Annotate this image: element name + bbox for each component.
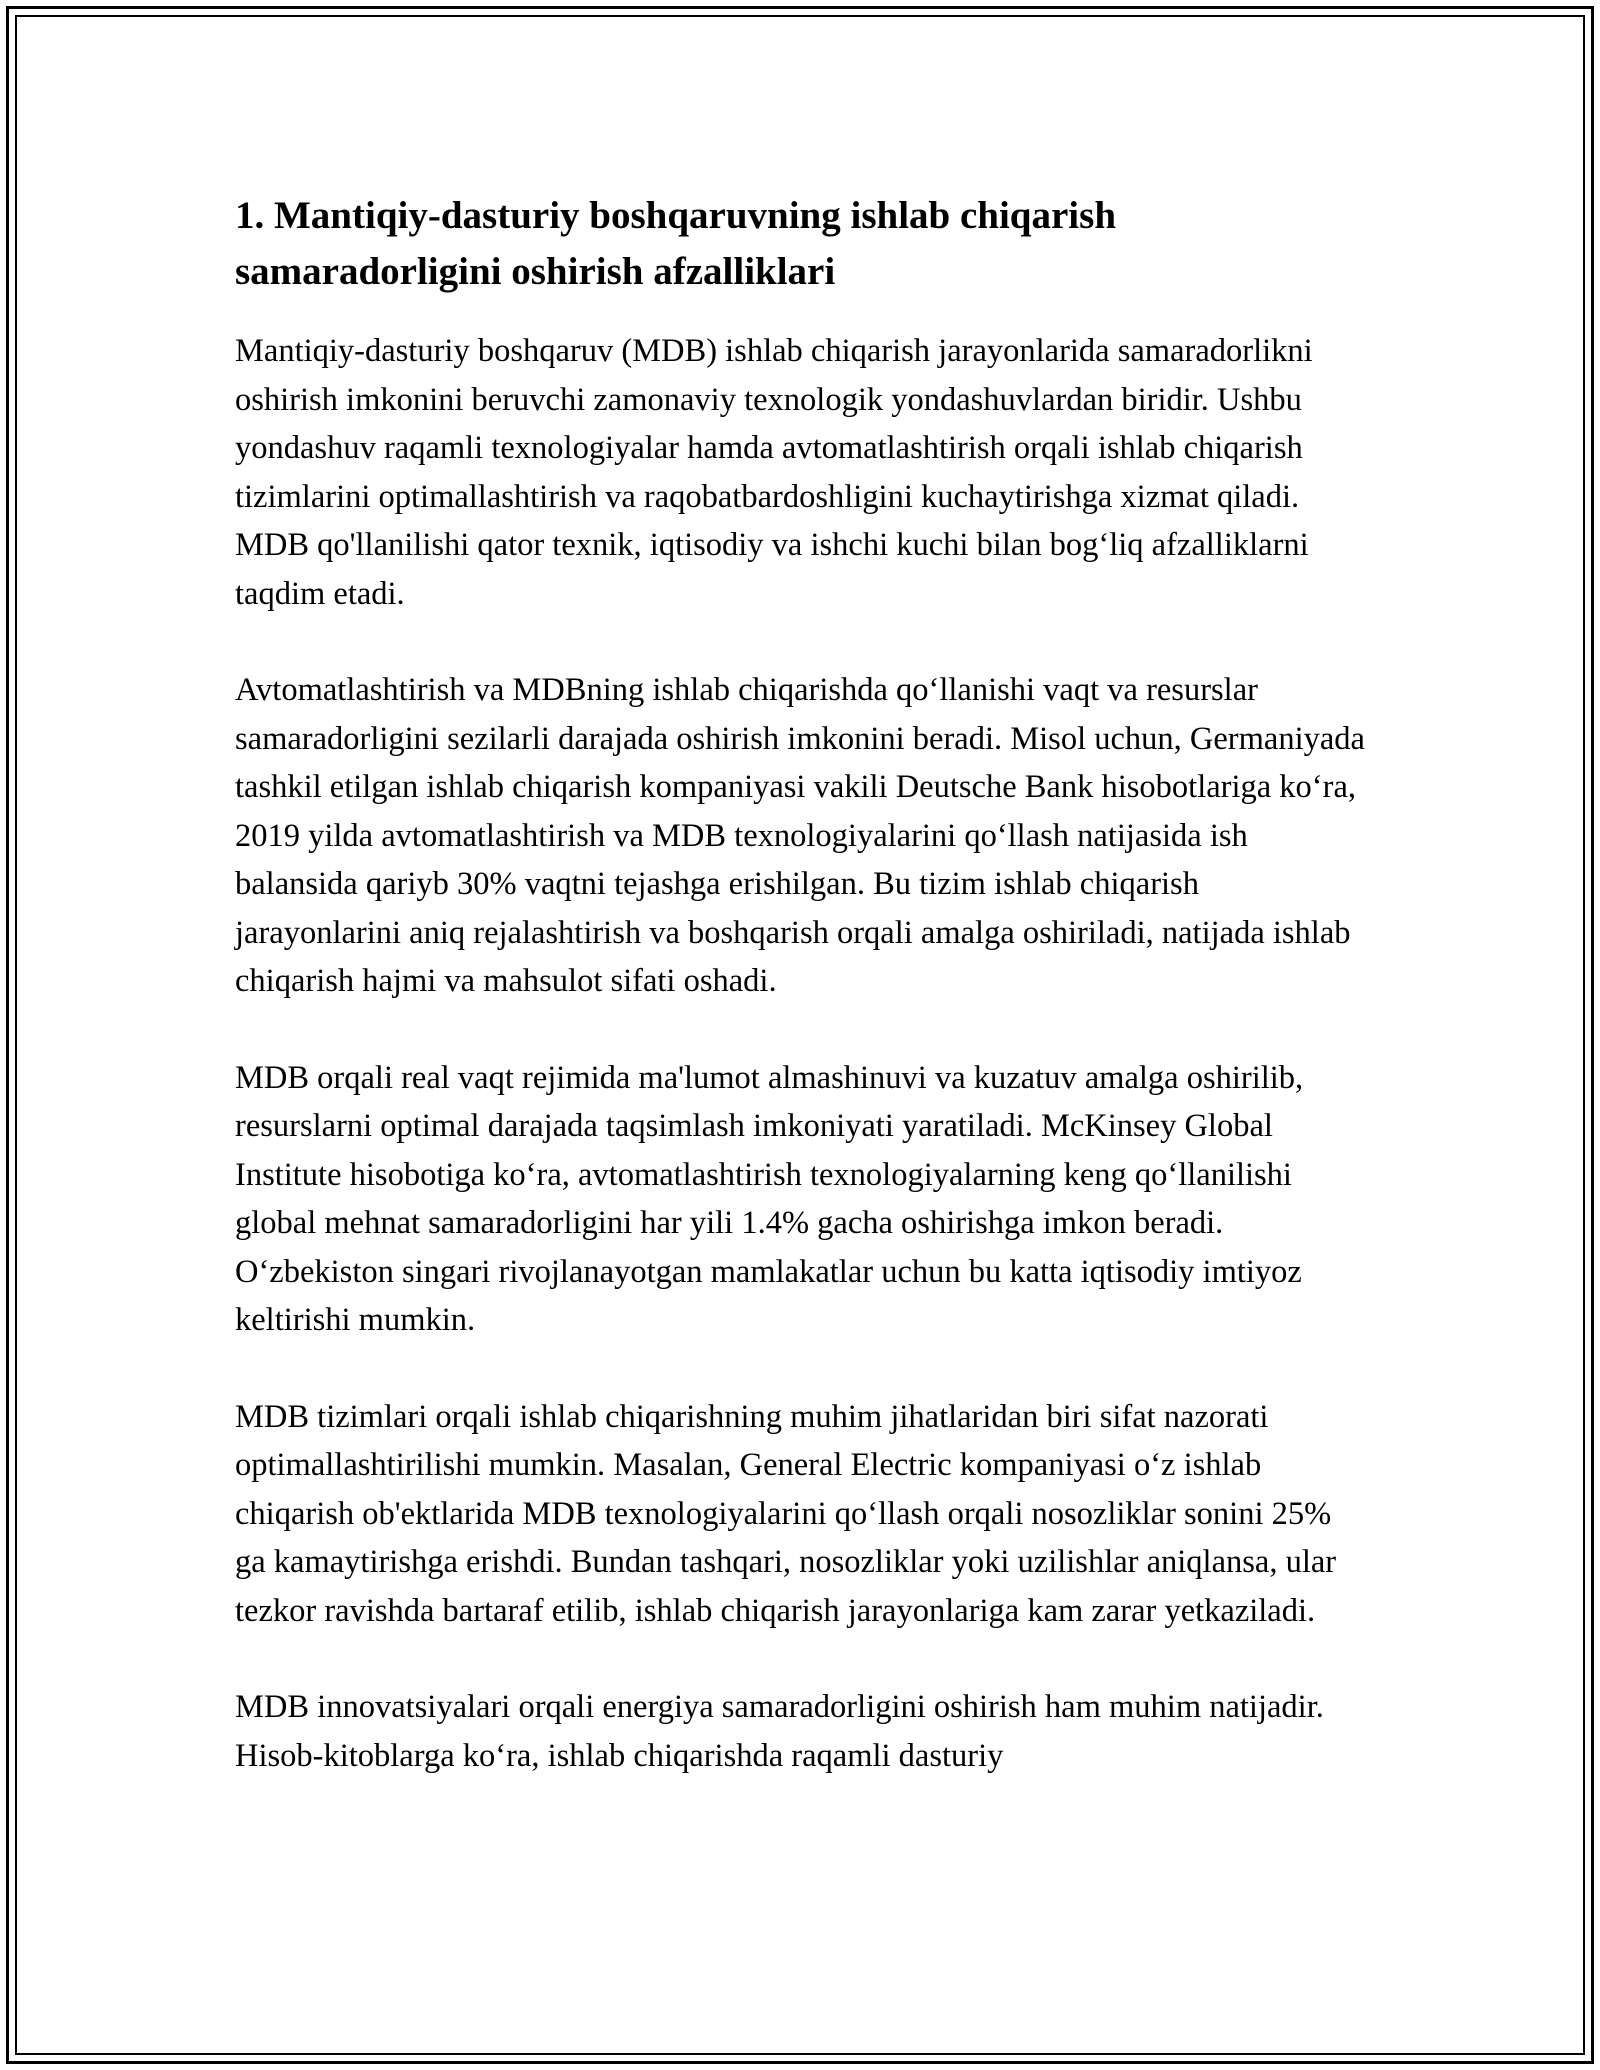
paragraph-quality-control: MDB tizimlari orqali ishlab chiqarishning muhim jihatlaridan biri sifat nazorati optimallashtirilishi mumkin. Masalan, General Electric kompaniyasi o‘z ishlab chiqarish ob'ektlarida MDB texnologiyalarini qo‘llash orqali nosozliklar sonini 25% ga kamaytirishga erishdi. Bundan tashqari, nosozliklar yoki uzilishlar aniqlansa, ular tezkor ravishda bartaraf etilib, ishlab chiqarish jarayonlariga kam zarar yetkaziladi.	[235, 1398, 1337, 1629]
paragraph-time-resources: Avtomatlashtirish va MDBning ishlab chiqarishda qo‘llanishi vaqt va resurslar samaradorligini sezilarli darajada oshirish imkonini beradi. Misol uchun, Germaniyada tashkil etilgan ishlab chiqarish kompaniyasi vakili Deutsche Bank hisobotlariga ko‘ra, 2019 yilda avtomatlashtirish va MDB texnologiyalarini qo‘llash natijasida ish balansida qariyb 30% vaqtni tejashga erishilgan. Bu tizim ishlab chiqarish jarayonlarini aniq rejalashtirish va boshqarish orqali amalga oshiriladi, natijada ishlab chiqarish hajmi va mahsulot sifati oshadi.	[235, 672, 1365, 999]
section-heading: 1. Mantiqiy-dasturiy boshqaruvning ishlab chiqarish samaradorligini oshirish afzalliklari	[235, 194, 1117, 293]
paragraph-real-time-data: MDB orqali real vaqt rejimida ma'lumot almashinuvi va kuzatuv amalga oshirilib, resurslarni optimal darajada taqsimlash imkoniyati yaratiladi. McKinsey Global Institute hisobotiga ko‘ra, avtomatlashtirish texnologiyalarning keng qo‘llanilishi global mehnat samaradorligini har yili 1.4% gacha oshirishga imkon beradi. O‘zbekiston singari rivojlanayotgan mamlakatlar uchun bu katta iqtisodiy imtiyoz keltirishi mumkin.	[235, 1059, 1304, 1338]
paragraph-energy-efficiency: MDB innovatsiyalari orqali energiya samaradorligini oshirish ham muhim natijadir. Hisob-kitoblarga ko‘ra, ishlab chiqarishda raqamli dasturiy	[235, 1689, 1324, 1774]
document-body	[235, 188, 1365, 1828]
paragraph-intro: Mantiqiy-dasturiy boshqaruv (MDB) ishlab chiqarish jarayonlarida samaradorlikni oshirish imkonini beruvchi zamonaviy texnologik yondashuvlardan biridir. Ushbu yondashuv raqamli texnologiyalar hamda avtomatlashtirish orqali ishlab chiqarish tizimlarini optimallashtirish va raqobatbardoshligini kuchaytirishga xizmat qiladi. MDB qo'llanilishi qator texnik, iqtisodiy va ishchi kuchi bilan bog‘liq afzalliklarni taqdim etadi.	[235, 333, 1313, 612]
